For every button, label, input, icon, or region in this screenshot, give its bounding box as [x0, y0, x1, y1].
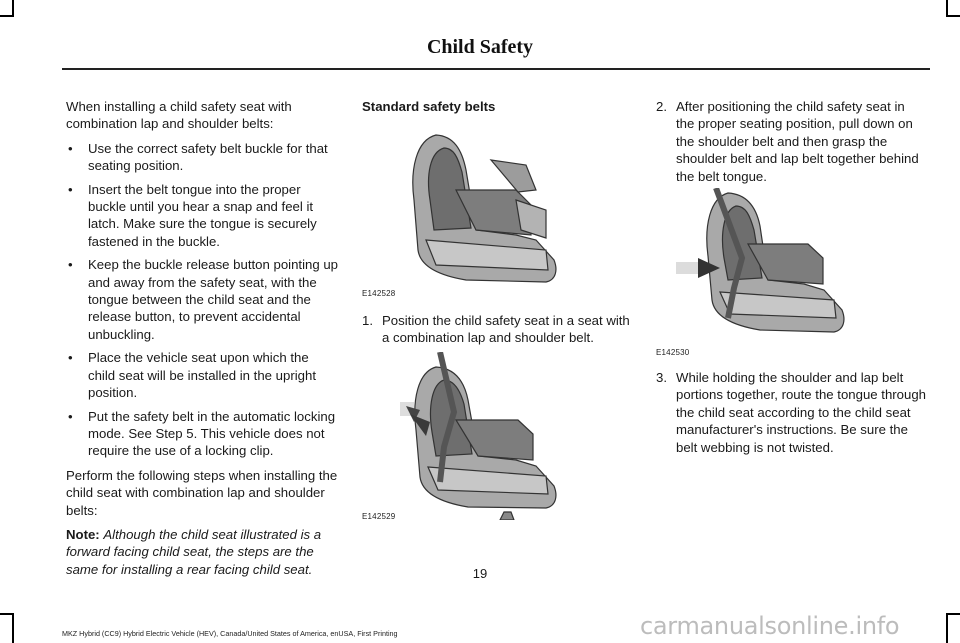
figure-code: E142529 [362, 512, 396, 521]
crop-mark [0, 15, 14, 17]
figure-child-seat [396, 130, 564, 288]
section-heading: Standard safety belts [362, 99, 496, 114]
footer-text: MKZ Hybrid (CC9) Hybrid Electric Vehicle (HEV), Canada/United States of America, enUSA, First Printing [62, 629, 398, 638]
figure-belt-pull [676, 188, 856, 350]
step-3 [656, 369, 928, 456]
list-item: • Put the safety belt in the automatic locking mode. See Step 5. This vehicle does not require the use of a locking clip. [66, 408, 338, 460]
step-number: 1. [362, 313, 373, 328]
belt-pull-illustration [676, 188, 856, 350]
child-seat-illustration [396, 130, 564, 288]
intro-paragraph: When installing a child safety seat with combination lap and shoulder belts: [66, 99, 292, 132]
left-column [66, 98, 338, 585]
figure-child-seat-belt [396, 352, 564, 520]
page-number: 19 [472, 566, 488, 581]
steps-intro-paragraph: Perform the following steps when installing the child seat with combination lap and shoulder belts: [66, 467, 338, 518]
list-item: • Keep the buckle release button pointing up and away from the safety seat, with the tongue between the child seat and the release button, to prevent accidental unbuckling. [66, 256, 338, 343]
list-item: • Use the correct safety belt buckle for that seating position. [66, 140, 338, 175]
crop-mark [946, 613, 960, 615]
step-number: 2. [656, 99, 667, 114]
step-item [362, 312, 632, 347]
crop-mark [0, 613, 14, 615]
figure-code: E142530 [656, 348, 690, 357]
crop-mark [946, 613, 948, 643]
step-text: Position the child safety seat in a seat with a combination lap and shoulder belt. [382, 313, 630, 346]
steps-list [362, 312, 632, 347]
steps-list [656, 98, 926, 185]
step-text: While holding the shoulder and lap belt portions together, route the tongue through the child seat according to the child seat manufacturer's instructions. Be sure the belt webbing is not twisted. [676, 370, 927, 455]
step-item [656, 98, 926, 185]
step-1 [362, 312, 632, 347]
crop-mark [946, 15, 960, 17]
watermark: carmanualsonline.info [640, 612, 900, 640]
list-item: • Insert the belt tongue into the proper buckle until you hear a snap and feel it latch. Make sure the tongue is securely fastened in the buckle. [66, 181, 338, 251]
page-title: Child Safety [426, 36, 534, 58]
step-number: 3. [656, 370, 667, 385]
note-text: Although the child seat illustrated is a forward facing child seat, the steps are the same for installing a rear facing child seat. [66, 526, 322, 577]
steps-list [656, 369, 928, 456]
step-2 [656, 98, 926, 185]
header-rule [62, 68, 930, 70]
step-text: After positioning the child safety seat in the proper seating position, pull down on the shoulder belt and then grasp the shoulder belt and lap belt together behind the belt tongue. [676, 99, 919, 184]
figure-code: E142528 [362, 289, 396, 298]
instruction-list [66, 140, 338, 460]
list-item: • Place the vehicle seat upon which the child seat will be installed in the upright position. [66, 349, 338, 401]
child-seat-belt-illustration [396, 352, 564, 520]
note-label: Note: [66, 526, 100, 542]
crop-mark [12, 613, 14, 643]
step-item [656, 369, 928, 456]
